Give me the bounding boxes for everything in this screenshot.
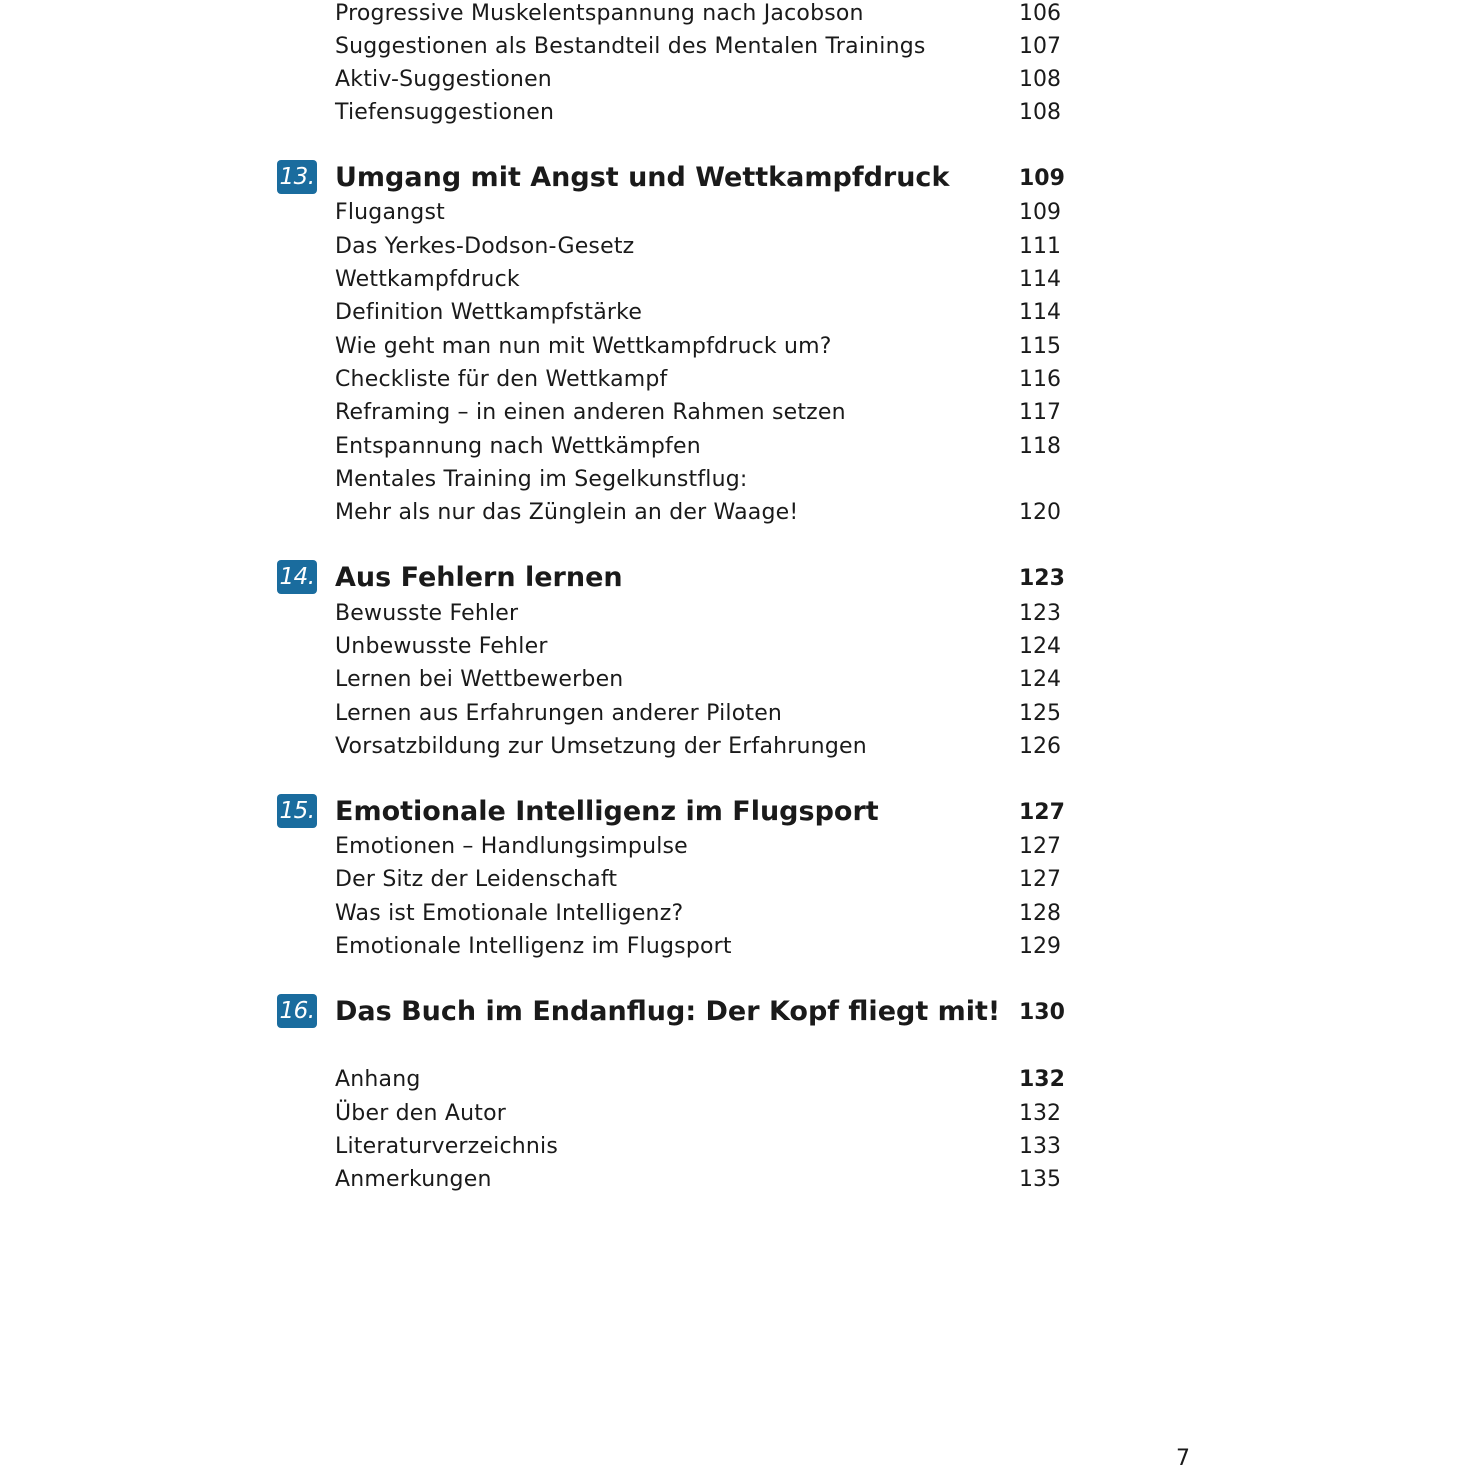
entry-page: 125 bbox=[1019, 701, 1061, 726]
entry-title: Bewusste Fehler bbox=[335, 601, 519, 626]
toc-entry[interactable] bbox=[0, 267, 1472, 300]
toc-entry[interactable] bbox=[0, 1101, 1472, 1134]
entry-title: Literaturverzeichnis bbox=[335, 1134, 559, 1159]
entry-title: Reframing – in einen anderen Rahmen setzen bbox=[335, 400, 846, 425]
toc-entry[interactable] bbox=[0, 234, 1472, 267]
page-number: 7 bbox=[1176, 1446, 1190, 1471]
chapter-page: 127 bbox=[1019, 800, 1065, 825]
toc-entry[interactable] bbox=[0, 367, 1472, 400]
chapter-number-badge: 14. bbox=[277, 560, 317, 594]
entry-title: Mentales Training im Segelkunstflug: bbox=[335, 467, 748, 492]
entry-page: 108 bbox=[1019, 67, 1061, 92]
toc-entry[interactable] bbox=[0, 500, 1472, 533]
entry-title: Emotionen – Handlungsimpulse bbox=[335, 834, 688, 859]
entry-page: 126 bbox=[1019, 734, 1061, 759]
entry-page: 115 bbox=[1019, 334, 1061, 359]
entry-page: 127 bbox=[1019, 867, 1061, 892]
chapter-title: Das Buch im Endanflug: Der Kopf fliegt mit! bbox=[335, 996, 1001, 1027]
toc-entry[interactable] bbox=[0, 867, 1472, 900]
entry-page: 107 bbox=[1019, 34, 1061, 59]
toc-entry[interactable] bbox=[0, 1134, 1472, 1167]
entry-title: Was ist Emotionale Intelligenz? bbox=[335, 901, 684, 926]
entry-title: Anhang bbox=[335, 1067, 421, 1092]
chapter-heading-14[interactable] bbox=[0, 562, 1472, 599]
entry-page: 114 bbox=[1019, 300, 1061, 325]
entry-page: 106 bbox=[1019, 1, 1061, 26]
chapter-title: Emotionale Intelligenz im Flugsport bbox=[335, 796, 879, 827]
entry-page: 127 bbox=[1019, 834, 1061, 859]
entry-title: Unbewusste Fehler bbox=[335, 634, 548, 659]
entry-title: Tiefensuggestionen bbox=[335, 100, 555, 125]
toc-entry[interactable] bbox=[0, 901, 1472, 934]
entry-page: 117 bbox=[1019, 400, 1061, 425]
entry-page: 129 bbox=[1019, 934, 1061, 959]
entry-title: Emotionale Intelligenz im Flugsport bbox=[335, 934, 732, 959]
entry-title: Aktiv-Suggestionen bbox=[335, 67, 552, 92]
chapter-number-badge: 16. bbox=[277, 994, 317, 1028]
chapter-page: 109 bbox=[1019, 166, 1065, 191]
toc-entry[interactable] bbox=[0, 701, 1472, 734]
entry-page: 124 bbox=[1019, 667, 1061, 692]
entry-page: 132 bbox=[1019, 1101, 1061, 1126]
toc-entry[interactable] bbox=[0, 634, 1472, 667]
toc-entry[interactable] bbox=[0, 467, 1472, 500]
toc-entry[interactable] bbox=[0, 667, 1472, 700]
toc-entry[interactable] bbox=[0, 100, 1472, 133]
entry-page: 116 bbox=[1019, 367, 1061, 392]
toc-entry[interactable] bbox=[0, 734, 1472, 767]
chapter-title: Umgang mit Angst und Wettkampfdruck bbox=[335, 162, 950, 193]
toc-entry[interactable] bbox=[0, 200, 1472, 233]
toc-entry[interactable] bbox=[0, 434, 1472, 467]
entry-page: 114 bbox=[1019, 267, 1061, 292]
entry-page: 135 bbox=[1019, 1167, 1061, 1192]
entry-page: 123 bbox=[1019, 601, 1061, 626]
toc-entry[interactable] bbox=[0, 400, 1472, 433]
chapter-page: 123 bbox=[1019, 566, 1065, 591]
entry-title: Das Yerkes-Dodson-Gesetz bbox=[335, 234, 635, 259]
toc-entry[interactable] bbox=[0, 1067, 1472, 1100]
entry-title: Vorsatzbildung zur Umsetzung der Erfahrungen bbox=[335, 734, 867, 759]
entry-page: 120 bbox=[1019, 500, 1061, 525]
entry-title: Entspannung nach Wettkämpfen bbox=[335, 434, 701, 459]
entry-title: Anmerkungen bbox=[335, 1167, 492, 1192]
toc-entry[interactable] bbox=[0, 934, 1472, 967]
entry-title: Progressive Muskelentspannung nach Jacobson bbox=[335, 1, 864, 26]
toc-entry[interactable] bbox=[0, 67, 1472, 100]
toc-entry[interactable] bbox=[0, 834, 1472, 867]
entry-page: 133 bbox=[1019, 1134, 1061, 1159]
entry-page: 108 bbox=[1019, 100, 1061, 125]
chapter-number-badge: 13. bbox=[277, 160, 317, 194]
entry-title: Definition Wettkampfstärke bbox=[335, 300, 643, 325]
entry-title: Flugangst bbox=[335, 200, 445, 225]
entry-title: Über den Autor bbox=[335, 1101, 507, 1126]
entry-page: 128 bbox=[1019, 901, 1061, 926]
entry-page: 118 bbox=[1019, 434, 1061, 459]
entry-title: Lernen aus Erfahrungen anderer Piloten bbox=[335, 701, 783, 726]
entry-page: 124 bbox=[1019, 634, 1061, 659]
entry-title: Der Sitz der Leidenschaft bbox=[335, 867, 618, 892]
chapter-heading-15[interactable] bbox=[0, 796, 1472, 833]
entry-title: Checkliste für den Wettkampf bbox=[335, 367, 668, 392]
toc-entry[interactable] bbox=[0, 34, 1472, 67]
chapter-heading-13[interactable] bbox=[0, 162, 1472, 199]
entry-title: Lernen bei Wettbewerben bbox=[335, 667, 624, 692]
toc-entry[interactable] bbox=[0, 601, 1472, 634]
chapter-heading-16[interactable] bbox=[0, 996, 1472, 1033]
toc-entry[interactable] bbox=[0, 300, 1472, 333]
toc-entry[interactable] bbox=[0, 1167, 1472, 1200]
toc-entry[interactable] bbox=[0, 1, 1472, 34]
entry-title: Suggestionen als Bestandteil des Mentalen Trainings bbox=[335, 34, 926, 59]
entry-page: 111 bbox=[1019, 234, 1061, 259]
entry-title: Mehr als nur das Zünglein an der Waage! bbox=[335, 500, 799, 525]
toc-entry[interactable] bbox=[0, 334, 1472, 367]
entry-title: Wie geht man nun mit Wettkampfdruck um? bbox=[335, 334, 832, 359]
chapter-title: Aus Fehlern lernen bbox=[335, 562, 623, 593]
entry-page: 109 bbox=[1019, 200, 1061, 225]
chapter-page: 130 bbox=[1019, 1000, 1065, 1025]
entry-title: Wettkampfdruck bbox=[335, 267, 520, 292]
chapter-number-badge: 15. bbox=[277, 794, 317, 828]
entry-page: 132 bbox=[1019, 1067, 1065, 1092]
